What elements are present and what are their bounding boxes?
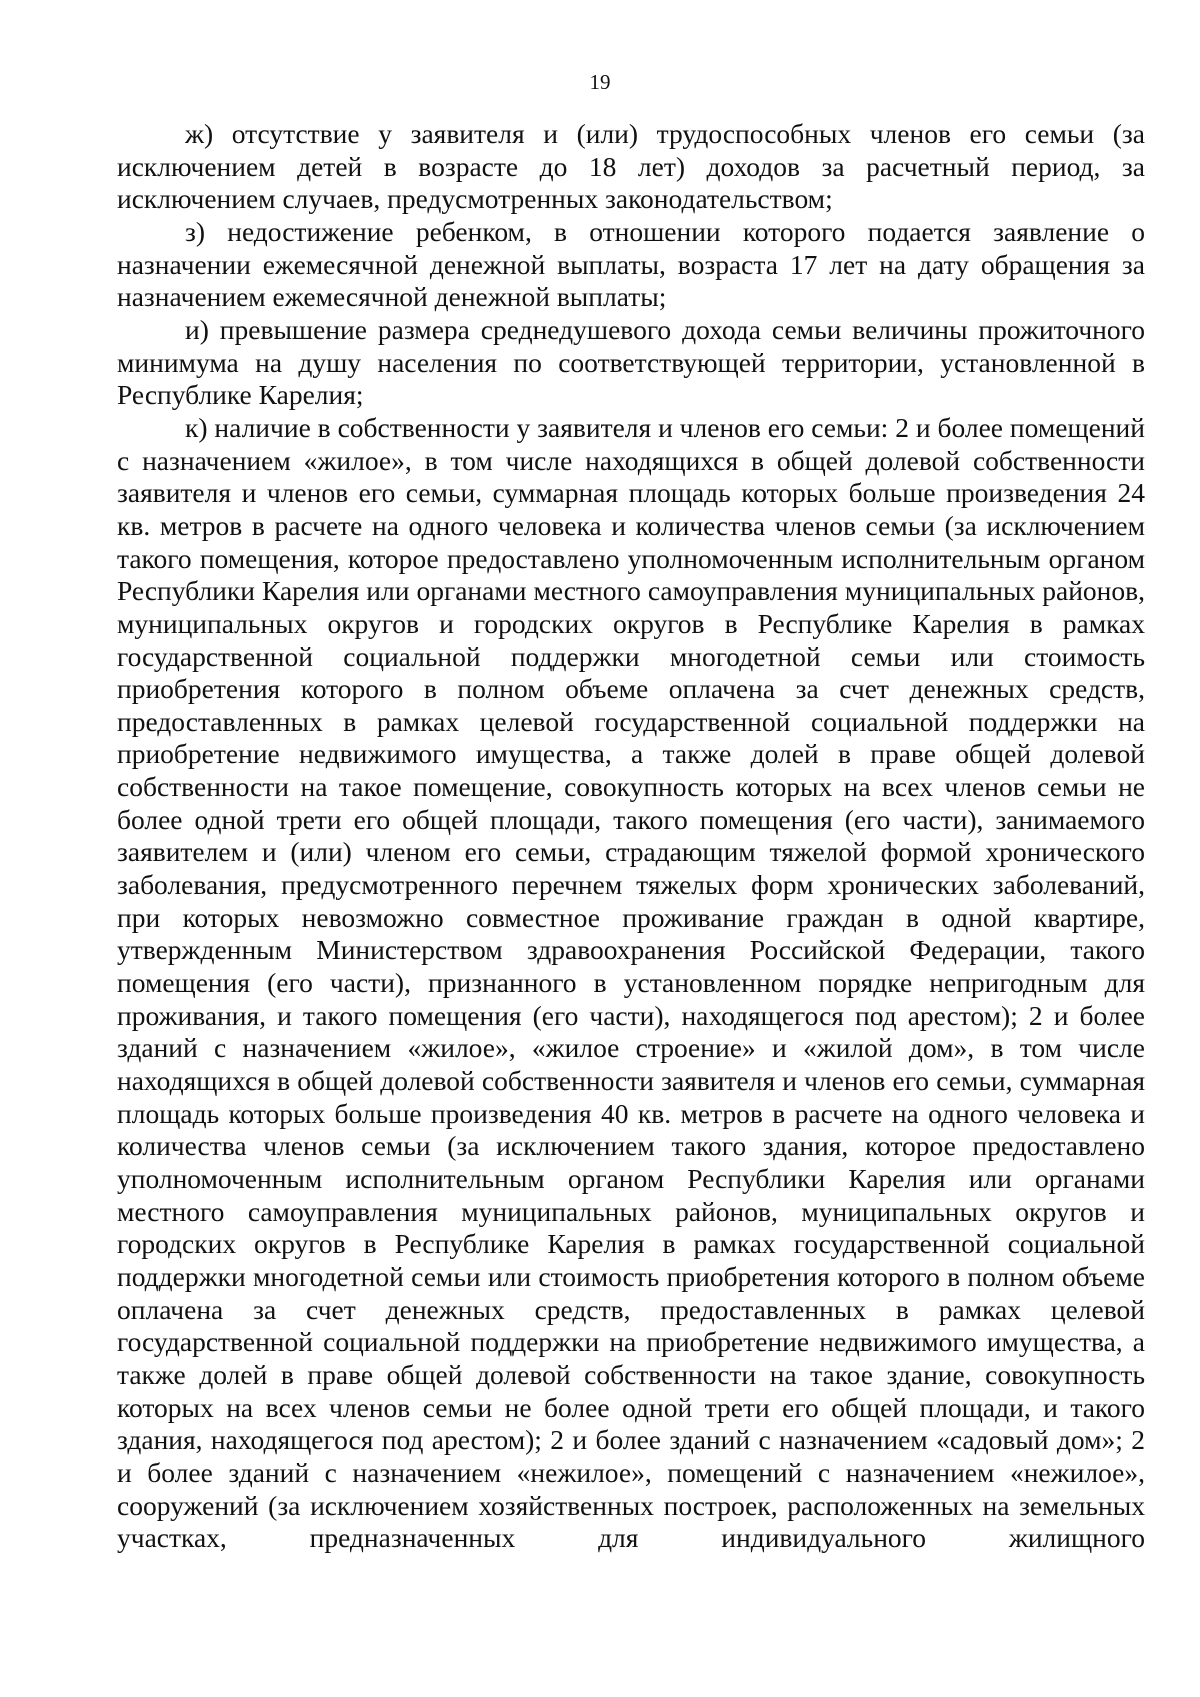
document-body xyxy=(117,118,1145,1555)
paragraph-i: и) превышение размера среднедушевого дохода семьи величины прожиточного минимума на душу населения по соответствующей территории, установленной в Республике Карелия; xyxy=(117,313,1145,411)
paragraph-k: к) наличие в собственности у заявителя и членов его семьи: 2 и более помещений с назначением «жилое», в том числе находящихся в общей долевой собственности заявителя и членов его семьи, суммарная площадь которых больше произведения 24 кв. метров в расчете на одного человека и количества членов семьи (за исключением такого помещения, которое предоставлено уполномоченным исполнительным органом Республики Карелия или органами местного самоуправления муниципальных районов, муниципальных округов и городских округов в Республике Карелия в рамках государственной социальной поддержки многодетной семьи или стоимость приобретения которого в полном объеме оплачена за счет денежных средств, предоставленных в рамках целевой государственной социальной поддержки на приобретение недвижимого имущества, а также долей в праве общей долевой собственности на такое помещение, совокупность которых на всех членов семьи не более одной трети его общей площади, такого помещения (его части), занимаемого заявителем и (или) членом его семьи, страдающим тяжелой формой хронического заболевания, предусмотренного перечнем тяжелых форм хронических заболеваний, при которых невозможно совместное проживание граждан в одной квартире, утвержденным Министерством здравоохранения Российской Федерации, такого помещения (его части), признанного в установленном порядке непригодным для проживания, и такого помещения (его части), находящегося под арестом); 2 и более зданий с назначением «жилое», «жилое строение» и «жилой дом», в том числе находящихся в общей долевой собственности заявителя и членов его семьи, суммарная площадь которых больше произведения 40 кв. метров в расчете на одного человека и количества членов семьи (за исключением такого здания, которое предоставлено уполномоченным исполнительным органом Республики Карелия или органами местного самоуправления муниципальных районов, муниципальных округов и городских округов в Республике Карелия в рамках государственной социальной поддержки многодетной семьи или стоимость приобретения которого в полном объеме оплачена за счет денежных средств, предоставленных в рамках целевой государственной социальной поддержки на приобретение недвижимого имущества, а также долей в праве общей долевой собственности на такое здание, совокупность которых на всех членов семьи не более одной трети его общей площади, и такого здания, находящегося под арестом); 2 и более зданий с назначением «садовый дом»; 2 и более зданий с назначением «нежилое», помещений с назначением «нежилое», сооружений (за исключением хозяйственных построек, расположенных на земельных участках, предназначенных для индивидуального жилищного xyxy=(117,411,1145,1554)
page-number: 19 xyxy=(589,70,611,94)
paragraph-z: з) недостижение ребенком, в отношении которого подается заявление о назначении ежемесячной денежной выплаты, возраста 17 лет на дату обращения за назначением ежемесячной денежной выплаты; xyxy=(117,215,1145,313)
paragraph-zh: ж) отсутствие у заявителя и (или) трудоспособных членов его семьи (за исключением детей в возрасте до 18 лет) доходов за расчетный период, за исключением случаев, предусмотренных законодательством; xyxy=(117,118,1145,215)
